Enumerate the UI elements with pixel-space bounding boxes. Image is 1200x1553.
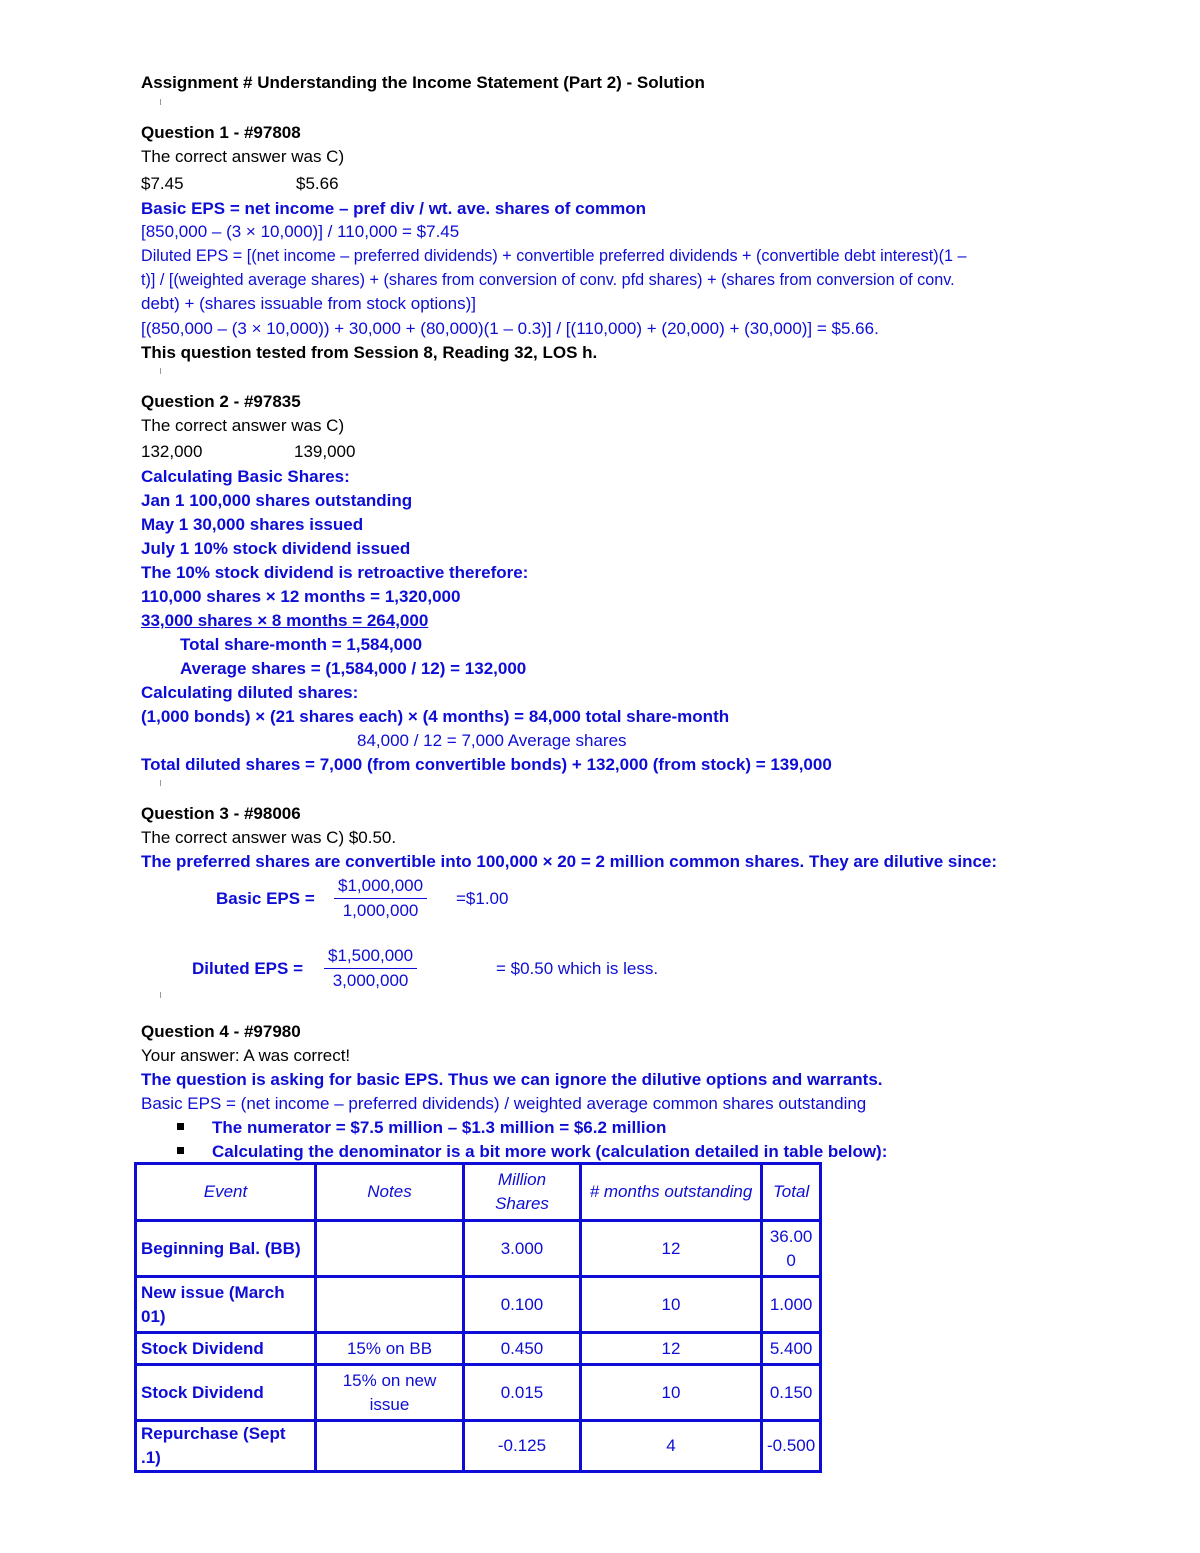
table-cell: 12 <box>581 1333 762 1365</box>
q4-answer: Your answer: A was correct! <box>141 1046 351 1065</box>
table-cell: 0.150 <box>762 1365 821 1421</box>
table-cell: 0.015 <box>464 1365 581 1421</box>
paragraph-mark <box>160 368 161 374</box>
q3-line: The preferred shares are convertible into 100,000 × 20 = 2 million common shares. They are dilutive since: <box>141 852 998 871</box>
table-row <box>136 1365 821 1421</box>
table-cell: Stock Dividend <box>136 1365 316 1421</box>
q1-line: Diluted EPS = [(net income – preferred dividends) + convertible preferred dividends + (convertible debt interest)(1 – <box>141 247 967 265</box>
basic-eps-label: Basic EPS = <box>216 889 315 908</box>
paragraph-mark <box>160 780 161 786</box>
table-cell: 1.000 <box>762 1277 821 1333</box>
table-header: Total <box>762 1164 821 1221</box>
q2-line: Total share-month = 1,584,000 <box>180 635 423 654</box>
q2-option-b: 139,000 <box>294 442 356 461</box>
table-row <box>136 1421 821 1472</box>
basic-eps-fraction <box>334 874 427 923</box>
table-cell: 0.450 <box>464 1333 581 1365</box>
q1-line: t)] / [(weighted average shares) + (shares from conversion of conv. pfd shares) + (shares from conversion of conv. <box>141 271 955 289</box>
table-header-row <box>136 1164 821 1221</box>
q1-option-b: $5.66 <box>296 174 339 193</box>
q2-line: The 10% stock dividend is retroactive therefore: <box>141 563 529 582</box>
q2-heading: Question 2 - #97835 <box>141 392 301 411</box>
q2-line: May 1 30,000 shares issued <box>141 515 364 534</box>
basic-eps-numerator: $1,000,000 <box>334 874 427 899</box>
q2-line: (1,000 bonds) × (21 shares each) × (4 months) = 84,000 total share-month <box>141 707 730 726</box>
paragraph-mark <box>160 99 161 105</box>
table-cell: -0.125 <box>464 1421 581 1472</box>
q1-heading: Question 1 - #97808 <box>141 123 301 142</box>
table-cell: Beginning Bal. (BB) <box>136 1221 316 1277</box>
q1-line: [(850,000 – (3 × 10,000)) + 30,000 + (80,000)(1 – 0.3)] / [(110,000) + (20,000) + (30,000)] = $5.66. <box>141 319 879 338</box>
table-cell: Repurchase (Sept .1) <box>136 1421 316 1472</box>
bullet-icon <box>177 1123 184 1130</box>
q3-answer: The correct answer was C) $0.50. <box>141 828 397 847</box>
table-row <box>136 1277 821 1333</box>
q2-line: Jan 1 100,000 shares outstanding <box>141 491 413 510</box>
q4-bullet: The numerator = $7.5 million – $1.3 million = $6.2 million <box>212 1118 667 1137</box>
table-cell <box>316 1221 464 1277</box>
q1-line: debt) + (shares issuable from stock options)] <box>141 294 476 313</box>
share-calculation-table <box>134 1162 822 1473</box>
q2-line: Calculating diluted shares: <box>141 683 359 702</box>
diluted-eps-label: Diluted EPS = <box>192 959 303 978</box>
q2-line: July 1 10% stock dividend issued <box>141 539 411 558</box>
q1-line: [850,000 – (3 × 10,000)] / 110,000 = $7.45 <box>141 222 460 241</box>
table-header: Million Shares <box>464 1164 581 1221</box>
q2-line: Calculating Basic Shares: <box>141 467 350 486</box>
table-cell: 10 <box>581 1277 762 1333</box>
q1-line: Basic EPS = net income – pref div / wt. ave. shares of common <box>141 199 646 218</box>
table-header: # months outstanding <box>581 1164 762 1221</box>
diluted-eps-fraction <box>324 944 417 993</box>
page-title: Assignment # Understanding the Income Statement (Part 2) - Solution <box>141 73 705 92</box>
table-cell: 15% on new issue <box>316 1365 464 1421</box>
q4-bullet: Calculating the denominator is a bit more work (calculation detailed in table below): <box>212 1142 888 1161</box>
q1-tested: This question tested from Session 8, Reading 32, LOS h. <box>141 343 598 362</box>
diluted-eps-numerator: $1,500,000 <box>324 944 417 969</box>
table-cell: 4 <box>581 1421 762 1472</box>
q1-answer: The correct answer was C) <box>141 147 345 166</box>
diluted-eps-result: = $0.50 which is less. <box>496 959 659 978</box>
table-cell: Stock Dividend <box>136 1333 316 1365</box>
table-cell <box>316 1277 464 1333</box>
q2-line: 84,000 / 12 = 7,000 Average shares <box>357 731 627 750</box>
table-cell: 3.000 <box>464 1221 581 1277</box>
q2-answer: The correct answer was C) <box>141 416 345 435</box>
table-row <box>136 1333 821 1365</box>
table-header: Notes <box>316 1164 464 1221</box>
q4-line: Basic EPS = (net income – preferred dividends) / weighted average common shares outstanding <box>141 1094 867 1113</box>
q2-line: 33,000 shares × 8 months = 264,000 <box>141 611 429 630</box>
q3-heading: Question 3 - #98006 <box>141 804 301 823</box>
table-cell <box>316 1421 464 1472</box>
table-cell: 10 <box>581 1365 762 1421</box>
table-cell: -0.500 <box>762 1421 821 1472</box>
table-cell: New issue (March 01) <box>136 1277 316 1333</box>
table-cell: 36.000 <box>762 1221 821 1277</box>
q2-option-a: 132,000 <box>141 442 203 461</box>
table-cell: 15% on BB <box>316 1333 464 1365</box>
table-cell: 5.400 <box>762 1333 821 1365</box>
basic-eps-result: =$1.00 <box>456 889 509 908</box>
basic-eps-denominator: 1,000,000 <box>342 901 419 920</box>
bullet-icon <box>177 1147 184 1154</box>
table-row <box>136 1221 821 1277</box>
q2-line: Average shares = (1,584,000 / 12) = 132,000 <box>180 659 527 678</box>
q2-line: 110,000 shares × 12 months = 1,320,000 <box>141 587 461 606</box>
q1-option-a: $7.45 <box>141 174 184 193</box>
paragraph-mark <box>160 992 161 998</box>
table-cell: 12 <box>581 1221 762 1277</box>
table-cell: 0.100 <box>464 1277 581 1333</box>
q4-line: The question is asking for basic EPS. Thus we can ignore the dilutive options and warrants. <box>141 1070 883 1089</box>
diluted-eps-denominator: 3,000,000 <box>332 971 409 990</box>
q4-heading: Question 4 - #97980 <box>141 1022 301 1041</box>
q2-line: Total diluted shares = 7,000 (from convertible bonds) + 132,000 (from stock) = 139,000 <box>141 755 832 774</box>
table-header: Event <box>136 1164 316 1221</box>
